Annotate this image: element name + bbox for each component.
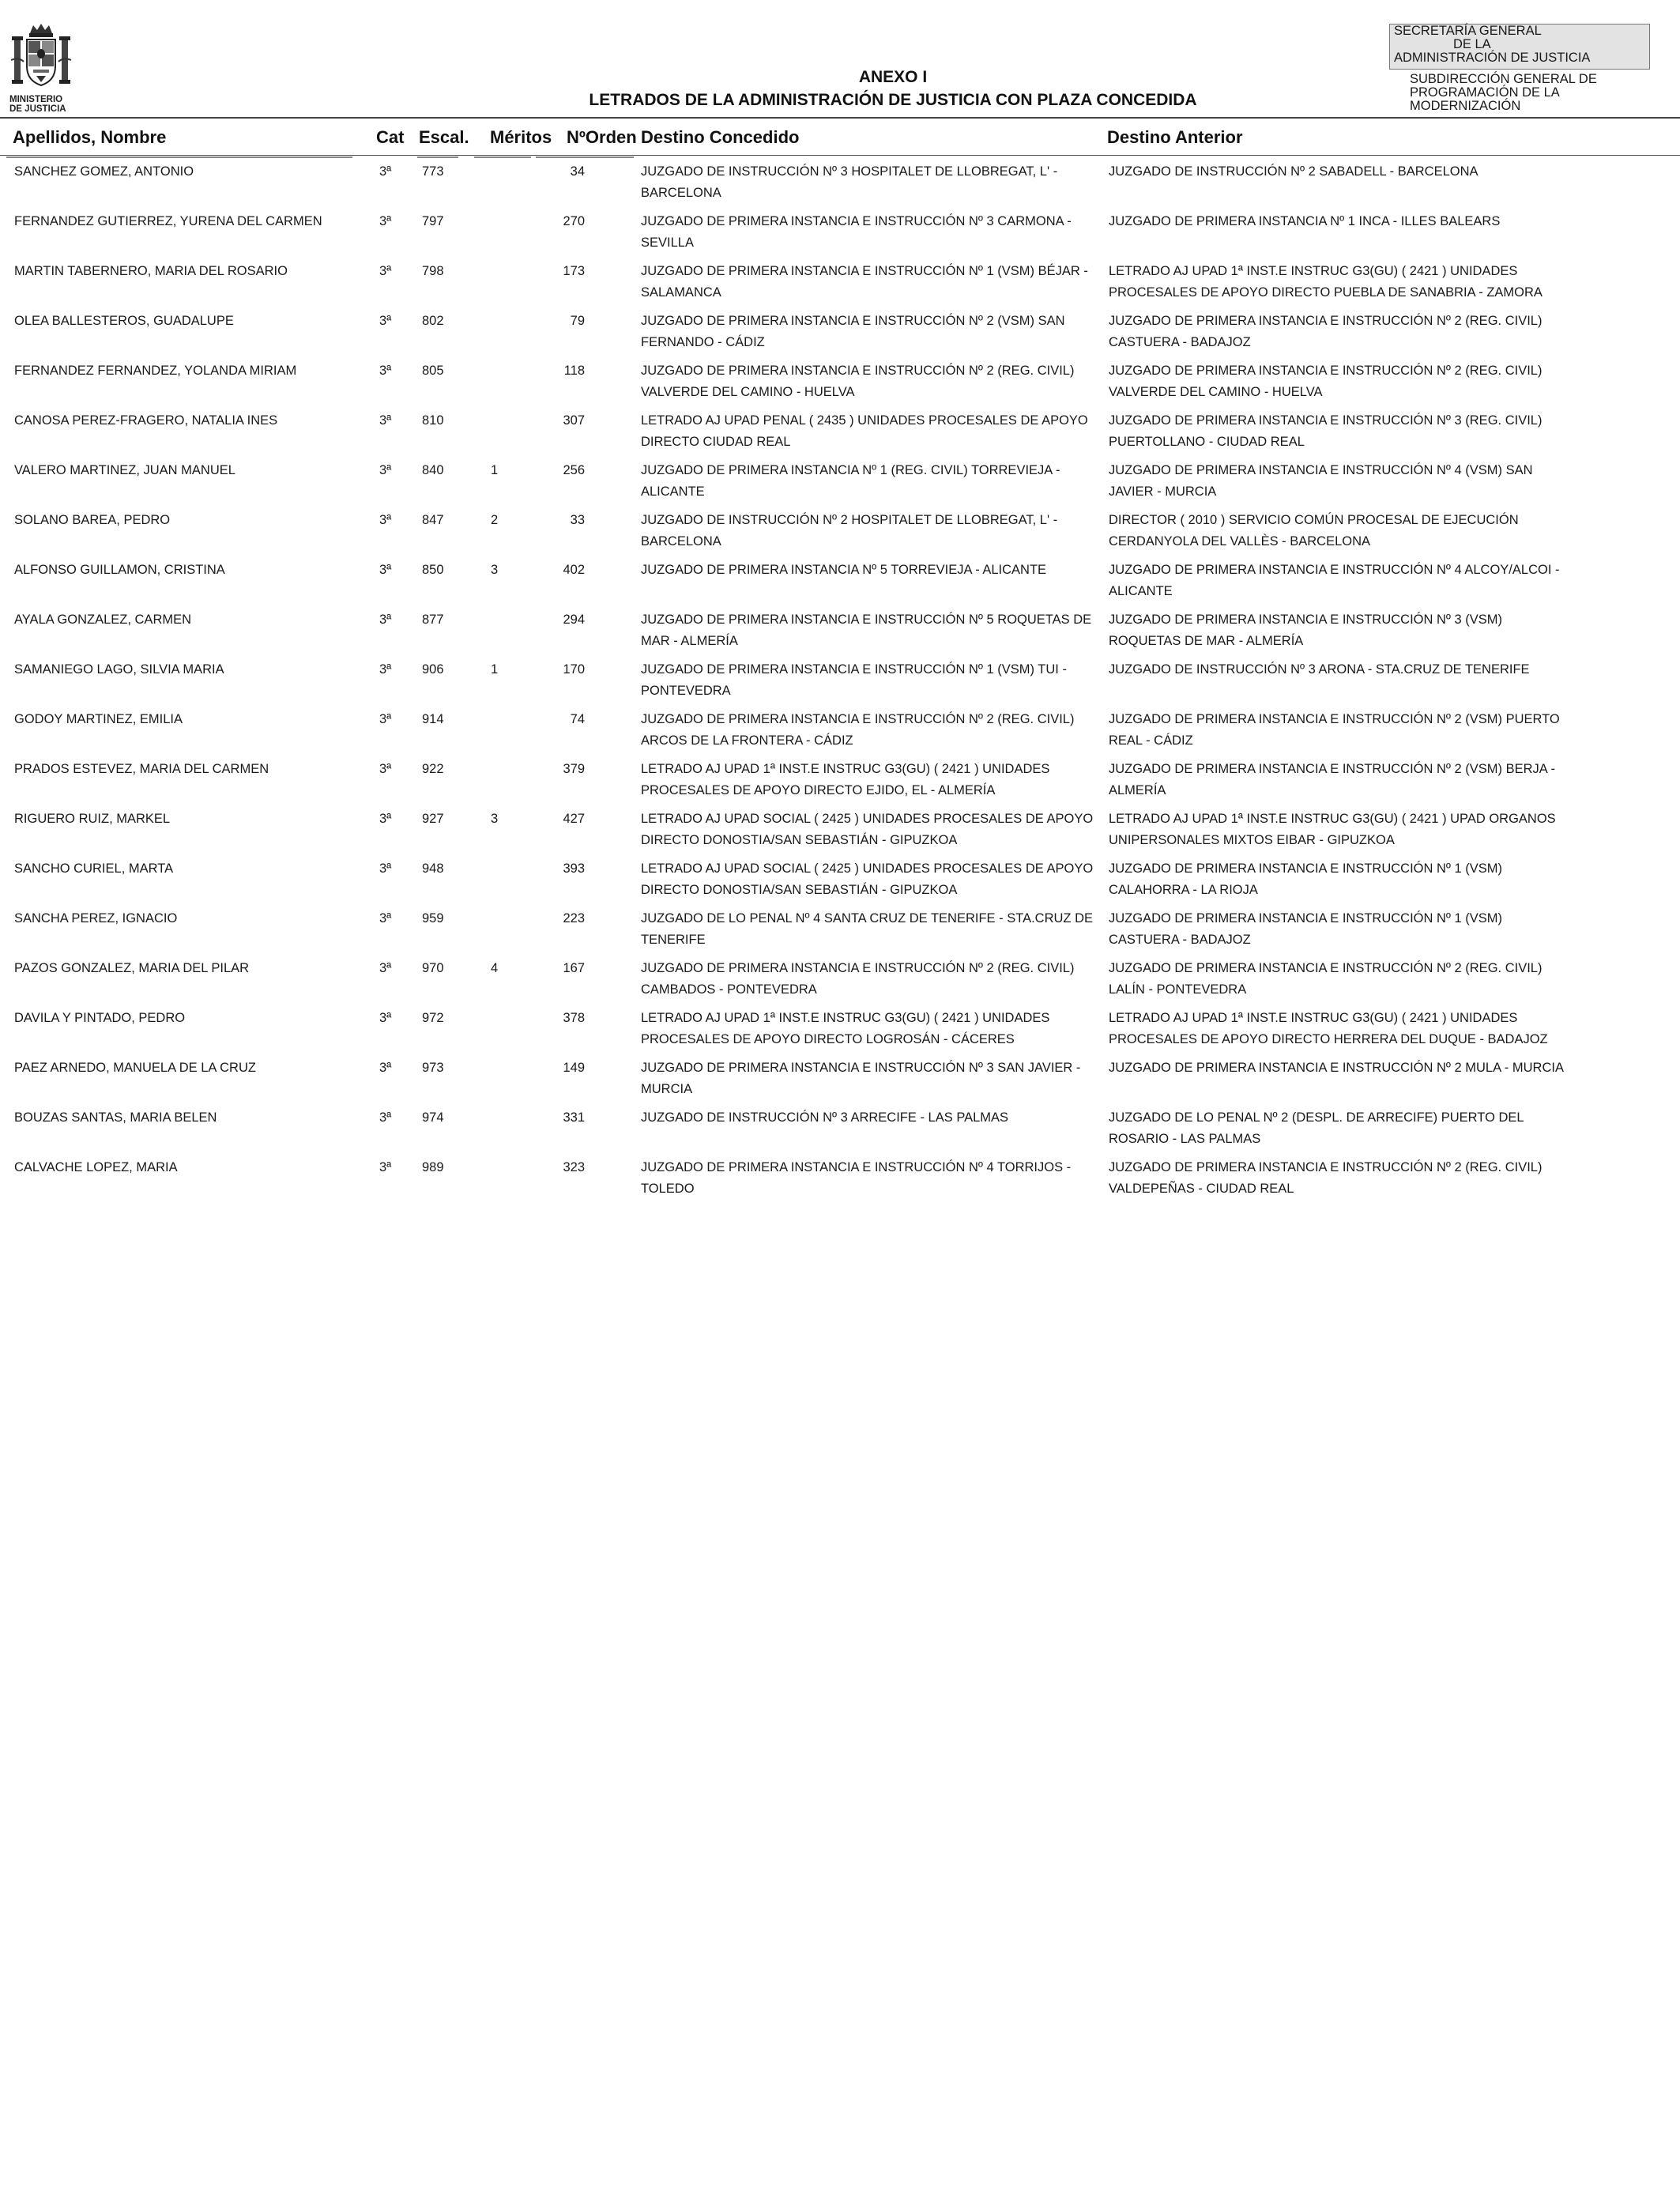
cell-name: SANCHEZ GOMEZ, ANTONIO [14,164,194,179]
ministry-name-line2: DE JUSTICIA [9,104,66,114]
cell-destino-anterior: JUZGADO DE PRIMERA INSTANCIA E INSTRUCCIÓN Nº 2 (REG. CIVIL) VALDEPEÑAS - CIUDAD REAL [1109,1160,1543,1196]
cell-destino-concedido: JUZGADO DE PRIMERA INSTANCIA E INSTRUCCIÓN Nº 5 ROQUETAS DE MAR - ALMERÍA [641,613,1092,648]
cell-orden: 427 [563,812,585,826]
table-row [0,507,1680,556]
cell-destino-anterior: LETRADO AJ UPAD 1ª INST.E INSTRUC G3(GU) ( 2421 ) UNIDADES PROCESALES DE APOYO DIRECTO PUEBLA DE SANABRIA - ZAMORA [1109,264,1543,300]
cell-destino-concedido: JUZGADO DE PRIMERA INSTANCIA E INSTRUCCIÓN Nº 4 TORRIJOS - TOLEDO [641,1160,1072,1196]
cell-escalafon: 972 [422,1011,444,1025]
cell-cat: 3ª [379,563,392,577]
cell-meritos: 2 [491,513,499,527]
cell-orden: 331 [563,1110,585,1125]
cell-name: RIGUERO RUIZ, MARKEL [14,812,171,826]
cell-destino-anterior: JUZGADO DE PRIMERA INSTANCIA E INSTRUCCIÓN Nº 1 (VSM) CASTUERA - BADAJOZ [1109,911,1503,947]
cell-cat: 3ª [379,1160,392,1174]
cell-orden: 170 [563,662,585,677]
cell-destino-anterior: JUZGADO DE PRIMERA INSTANCIA E INSTRUCCIÓN Nº 4 ALCOY/ALCOI - ALICANTE [1109,563,1560,598]
cell-orden: 223 [563,911,585,925]
table-row [0,407,1680,457]
column-header-destino: Destino Concedido [641,127,800,147]
agency-line2: DE LA [1453,37,1491,51]
cell-cat: 3ª [379,662,392,677]
cell-orden: 34 [570,164,585,179]
document-title: ANEXO I [858,68,928,86]
cell-orden: 294 [563,613,585,627]
cell-escalafon: 970 [422,961,444,975]
cell-escalafon: 850 [422,563,444,577]
cell-destino-concedido: LETRADO AJ UPAD SOCIAL ( 2425 ) UNIDADES PROCESALES DE APOYO DIRECTO DONOSTIA/SAN SEBASTIÁN - GIPUZKOA [641,861,1094,897]
cell-name: ALFONSO GUILLAMON, CRISTINA [14,563,225,577]
cell-name: FERNANDEZ GUTIERREZ, YURENA DEL CARMEN [14,214,322,228]
cell-destino-concedido: JUZGADO DE INSTRUCCIÓN Nº 2 HOSPITALET DE LLOBREGAT, L' - BARCELONA [641,513,1058,548]
cell-escalafon: 989 [422,1160,444,1174]
cell-cat: 3ª [379,463,392,477]
table-row [0,855,1680,905]
header-divider [0,117,1680,119]
cell-meritos: 3 [491,563,499,577]
cell-escalafon: 877 [422,613,444,627]
cell-destino-anterior: JUZGADO DE INSTRUCCIÓN Nº 3 ARONA - STA.CRUZ DE TENERIFE [1109,662,1530,677]
cell-destino-anterior: JUZGADO DE PRIMERA INSTANCIA E INSTRUCCIÓN Nº 2 (REG. CIVIL) VALVERDE DEL CAMINO - HUELVA [1109,364,1543,399]
cell-name: OLEA BALLESTEROS, GUADALUPE [14,314,234,328]
cell-cat: 3ª [379,314,392,328]
cell-destino-concedido: JUZGADO DE PRIMERA INSTANCIA E INSTRUCCIÓN Nº 3 CARMONA - SEVILLA [641,214,1072,250]
cell-orden: 270 [563,214,585,228]
cell-name: SOLANO BAREA, PEDRO [14,513,171,527]
cell-cat: 3ª [379,712,392,726]
cell-destino-anterior: JUZGADO DE LO PENAL Nº 2 (DESPL. DE ARRECIFE) PUERTO DEL ROSARIO - LAS PALMAS [1109,1110,1524,1146]
ministry-name [9,95,73,114]
table-row [0,756,1680,805]
agency-sub-line3: MODERNIZACIÓN [1410,99,1521,113]
cell-name: PRADOS ESTEVEZ, MARIA DEL CARMEN [14,762,269,776]
table-row [0,457,1680,507]
cell-orden: 118 [563,364,585,378]
spanish-coat-of-arms-icon [9,22,73,93]
cell-cat: 3ª [379,214,392,228]
table-row [0,158,1680,208]
cell-destino-concedido: JUZGADO DE PRIMERA INSTANCIA E INSTRUCCIÓN Nº 2 (REG. CIVIL) ARCOS DE LA FRONTERA - CÁDIZ [641,712,1075,748]
cell-destino-concedido: JUZGADO DE PRIMERA INSTANCIA E INSTRUCCIÓN Nº 3 SAN JAVIER - MURCIA [641,1061,1081,1096]
cell-name: GODOY MARTINEZ, EMILIA [14,712,183,726]
cell-name: CANOSA PEREZ-FRAGERO, NATALIA INES [14,413,278,428]
column-header-anterior: Destino Anterior [1107,127,1243,147]
cell-escalafon: 802 [422,314,444,328]
cell-destino-anterior: JUZGADO DE PRIMERA INSTANCIA E INSTRUCCIÓN Nº 2 (VSM) PUERTO REAL - CÁDIZ [1109,712,1560,748]
cell-destino-concedido: JUZGADO DE PRIMERA INSTANCIA Nº 1 (REG. CIVIL) TORREVIEJA - ALICANTE [641,463,1060,499]
cell-orden: 378 [563,1011,585,1025]
cell-name: VALERO MARTINEZ, JUAN MANUEL [14,463,235,477]
table-row [0,307,1680,357]
cell-destino-anterior: JUZGADO DE PRIMERA INSTANCIA E INSTRUCCIÓN Nº 1 (VSM) CALAHORRA - LA RIOJA [1109,861,1503,897]
cell-escalafon: 798 [422,264,444,278]
cell-orden: 256 [563,463,585,477]
cell-destino-concedido: LETRADO AJ UPAD SOCIAL ( 2425 ) UNIDADES PROCESALES DE APOYO DIRECTO DONOSTIA/SAN SEBASTIÁN - GIPUZKOA [641,812,1094,847]
cell-name: BOUZAS SANTAS, MARIA BELEN [14,1110,217,1125]
cell-orden: 33 [570,513,585,527]
cell-name: SANCHO CURIEL, MARTA [14,861,174,876]
column-header-name: Apellidos, Nombre [13,127,167,147]
cell-meritos: 1 [491,662,499,677]
document-subtitle: LETRADOS DE LA ADMINISTRACIÓN DE JUSTICIA CON PLAZA CONCEDIDA [589,91,1197,109]
table-row [0,656,1680,706]
cell-destino-anterior: LETRADO AJ UPAD 1ª INST.E INSTRUC G3(GU) ( 2421 ) UNIDADES PROCESALES DE APOYO DIRECTO HERRERA DEL DUQUE - BADAJOZ [1109,1011,1548,1046]
cell-escalafon: 847 [422,513,444,527]
cell-destino-concedido: LETRADO AJ UPAD 1ª INST.E INSTRUC G3(GU) ( 2421 ) UNIDADES PROCESALES DE APOYO DIRECTO LOGROSÁN - CÁCERES [641,1011,1050,1046]
table-row [0,1104,1680,1154]
cell-escalafon: 840 [422,463,444,477]
cell-destino-anterior: LETRADO AJ UPAD 1ª INST.E INSTRUC G3(GU) ( 2421 ) UPAD ORGANOS UNIPERSONALES MIXTOS EIBAR - GIPUZKOA [1109,812,1556,847]
column-header-escal: Escal. [419,127,469,147]
cell-destino-concedido: JUZGADO DE PRIMERA INSTANCIA E INSTRUCCIÓN Nº 2 (REG. CIVIL) VALVERDE DEL CAMINO - HUELVA [641,364,1075,399]
cell-cat: 3ª [379,861,392,876]
table-row [0,805,1680,855]
cell-name: SANCHA PEREZ, IGNACIO [14,911,178,925]
agency-box [1389,24,1650,70]
table-header-divider [0,155,1680,156]
assignment-table [0,158,1680,1204]
cell-destino-concedido: LETRADO AJ UPAD 1ª INST.E INSTRUC G3(GU) ( 2421 ) UNIDADES PROCESALES DE APOYO DIRECTO EJIDO, EL - ALMERÍA [641,762,1050,797]
cell-destino-concedido: JUZGADO DE INSTRUCCIÓN Nº 3 ARRECIFE - LAS PALMAS [641,1110,1009,1125]
cell-escalafon: 797 [422,214,444,228]
cell-escalafon: 805 [422,364,444,378]
table-row [0,706,1680,756]
table-row [0,955,1680,1005]
cell-destino-anterior: JUZGADO DE INSTRUCCIÓN Nº 2 SABADELL - BARCELONA [1109,164,1478,179]
cell-orden: 74 [570,712,585,726]
cell-cat: 3ª [379,961,392,975]
cell-cat: 3ª [379,1011,392,1025]
cell-escalafon: 773 [422,164,444,179]
cell-destino-anterior: JUZGADO DE PRIMERA INSTANCIA E INSTRUCCIÓN Nº 2 (REG. CIVIL) LALÍN - PONTEVEDRA [1109,961,1543,997]
cell-destino-anterior: JUZGADO DE PRIMERA INSTANCIA E INSTRUCCIÓN Nº 3 (REG. CIVIL) PUERTOLLANO - CIUDAD REAL [1109,413,1543,449]
cell-name: AYALA GONZALEZ, CARMEN [14,613,192,627]
cell-escalafon: 906 [422,662,444,677]
agency-sub-line2: PROGRAMACIÓN DE LA [1410,85,1560,100]
cell-escalafon: 948 [422,861,444,876]
cell-escalafon: 810 [422,413,444,428]
table-row [0,556,1680,606]
cell-cat: 3ª [379,911,392,925]
agency-sub-line1: SUBDIRECCIÓN GENERAL DE [1410,72,1597,86]
cell-meritos: 1 [491,463,499,477]
ministry-name-line1: MINISTERIO [9,95,63,104]
cell-destino-concedido: JUZGADO DE PRIMERA INSTANCIA Nº 5 TORREVIEJA - ALICANTE [641,563,1047,577]
cell-orden: 393 [563,861,585,876]
cell-escalafon: 914 [422,712,444,726]
cell-destino-concedido: JUZGADO DE PRIMERA INSTANCIA E INSTRUCCIÓN Nº 2 (REG. CIVIL) CAMBADOS - PONTEVEDRA [641,961,1075,997]
cell-cat: 3ª [379,762,392,776]
cell-name: PAZOS GONZALEZ, MARIA DEL PILAR [14,961,250,975]
cell-name: CALVACHE LOPEZ, MARIA [14,1160,178,1174]
cell-cat: 3ª [379,513,392,527]
cell-destino-concedido: JUZGADO DE INSTRUCCIÓN Nº 3 HOSPITALET DE LLOBREGAT, L' - BARCELONA [641,164,1058,200]
cell-destino-concedido: LETRADO AJ UPAD PENAL ( 2435 ) UNIDADES PROCESALES DE APOYO DIRECTO CIUDAD REAL [641,413,1088,449]
cell-meritos: 3 [491,812,499,826]
cell-destino-anterior: DIRECTOR ( 2010 ) SERVICIO COMÚN PROCESAL DE EJECUCIÓN CERDANYOLA DEL VALLÈS - BARCELONA [1109,513,1519,548]
table-row [0,1154,1680,1204]
table-row [0,357,1680,407]
cell-cat: 3ª [379,1110,392,1125]
cell-escalafon: 973 [422,1061,444,1075]
cell-destino-concedido: JUZGADO DE PRIMERA INSTANCIA E INSTRUCCIÓN Nº 2 (VSM) SAN FERNANDO - CÁDIZ [641,314,1065,349]
cell-orden: 167 [563,961,585,975]
cell-destino-anterior: JUZGADO DE PRIMERA INSTANCIA E INSTRUCCIÓN Nº 2 (REG. CIVIL) CASTUERA - BADAJOZ [1109,314,1543,349]
cell-destino-anterior: JUZGADO DE PRIMERA INSTANCIA E INSTRUCCIÓN Nº 3 (VSM) ROQUETAS DE MAR - ALMERÍA [1109,613,1503,648]
cell-escalafon: 974 [422,1110,444,1125]
ministry-logo [9,22,73,117]
cell-cat: 3ª [379,164,392,179]
agency-subdivision [1410,73,1647,113]
cell-destino-anterior: JUZGADO DE PRIMERA INSTANCIA Nº 1 INCA - ILLES BALEARS [1109,214,1501,228]
cell-name: PAEZ ARNEDO, MANUELA DE LA CRUZ [14,1061,256,1075]
table-row [0,606,1680,656]
table-row [0,258,1680,307]
cell-name: FERNANDEZ FERNANDEZ, YOLANDA MIRIAM [14,364,297,378]
cell-destino-anterior: JUZGADO DE PRIMERA INSTANCIA E INSTRUCCIÓN Nº 4 (VSM) SAN JAVIER - MURCIA [1109,463,1533,499]
cell-orden: 307 [563,413,585,428]
cell-orden: 323 [563,1160,585,1174]
cell-name: DAVILA Y PINTADO, PEDRO [14,1011,186,1025]
cell-name: MARTIN TABERNERO, MARIA DEL ROSARIO [14,264,288,278]
cell-destino-concedido: JUZGADO DE PRIMERA INSTANCIA E INSTRUCCIÓN Nº 1 (VSM) BÉJAR - SALAMANCA [641,264,1088,300]
cell-name: SAMANIEGO LAGO, SILVIA MARIA [14,662,224,677]
column-header-meritos: Méritos [490,127,552,147]
cell-orden: 173 [563,264,585,278]
table-row [0,1005,1680,1054]
cell-meritos: 4 [491,961,499,975]
table-row [0,905,1680,955]
cell-cat: 3ª [379,364,392,378]
table-row [0,1054,1680,1104]
cell-cat: 3ª [379,613,392,627]
table-row [0,208,1680,258]
cell-cat: 3ª [379,413,392,428]
cell-destino-concedido: JUZGADO DE PRIMERA INSTANCIA E INSTRUCCIÓN Nº 1 (VSM) TUI - PONTEVEDRA [641,662,1067,698]
cell-escalafon: 927 [422,812,444,826]
cell-cat: 3ª [379,812,392,826]
agency-line1: SECRETARÍA GENERAL [1394,24,1542,38]
cell-orden: 79 [570,314,585,328]
cell-escalafon: 959 [422,911,444,925]
cell-cat: 3ª [379,1061,392,1075]
cell-orden: 379 [563,762,585,776]
agency-line3: ADMINISTRACIÓN DE JUSTICIA [1394,51,1591,65]
cell-destino-concedido: JUZGADO DE LO PENAL Nº 4 SANTA CRUZ DE TENERIFE - STA.CRUZ DE TENERIFE [641,911,1093,947]
cell-escalafon: 922 [422,762,444,776]
cell-orden: 149 [563,1061,585,1075]
cell-orden: 402 [563,563,585,577]
cell-cat: 3ª [379,264,392,278]
cell-destino-anterior: JUZGADO DE PRIMERA INSTANCIA E INSTRUCCIÓN Nº 2 MULA - MURCIA [1109,1061,1564,1075]
column-header-cat: Cat [376,127,405,147]
cell-destino-anterior: JUZGADO DE PRIMERA INSTANCIA E INSTRUCCIÓN Nº 2 (VSM) BERJA - ALMERÍA [1109,762,1555,797]
column-header-orden: NºOrden [567,127,637,147]
